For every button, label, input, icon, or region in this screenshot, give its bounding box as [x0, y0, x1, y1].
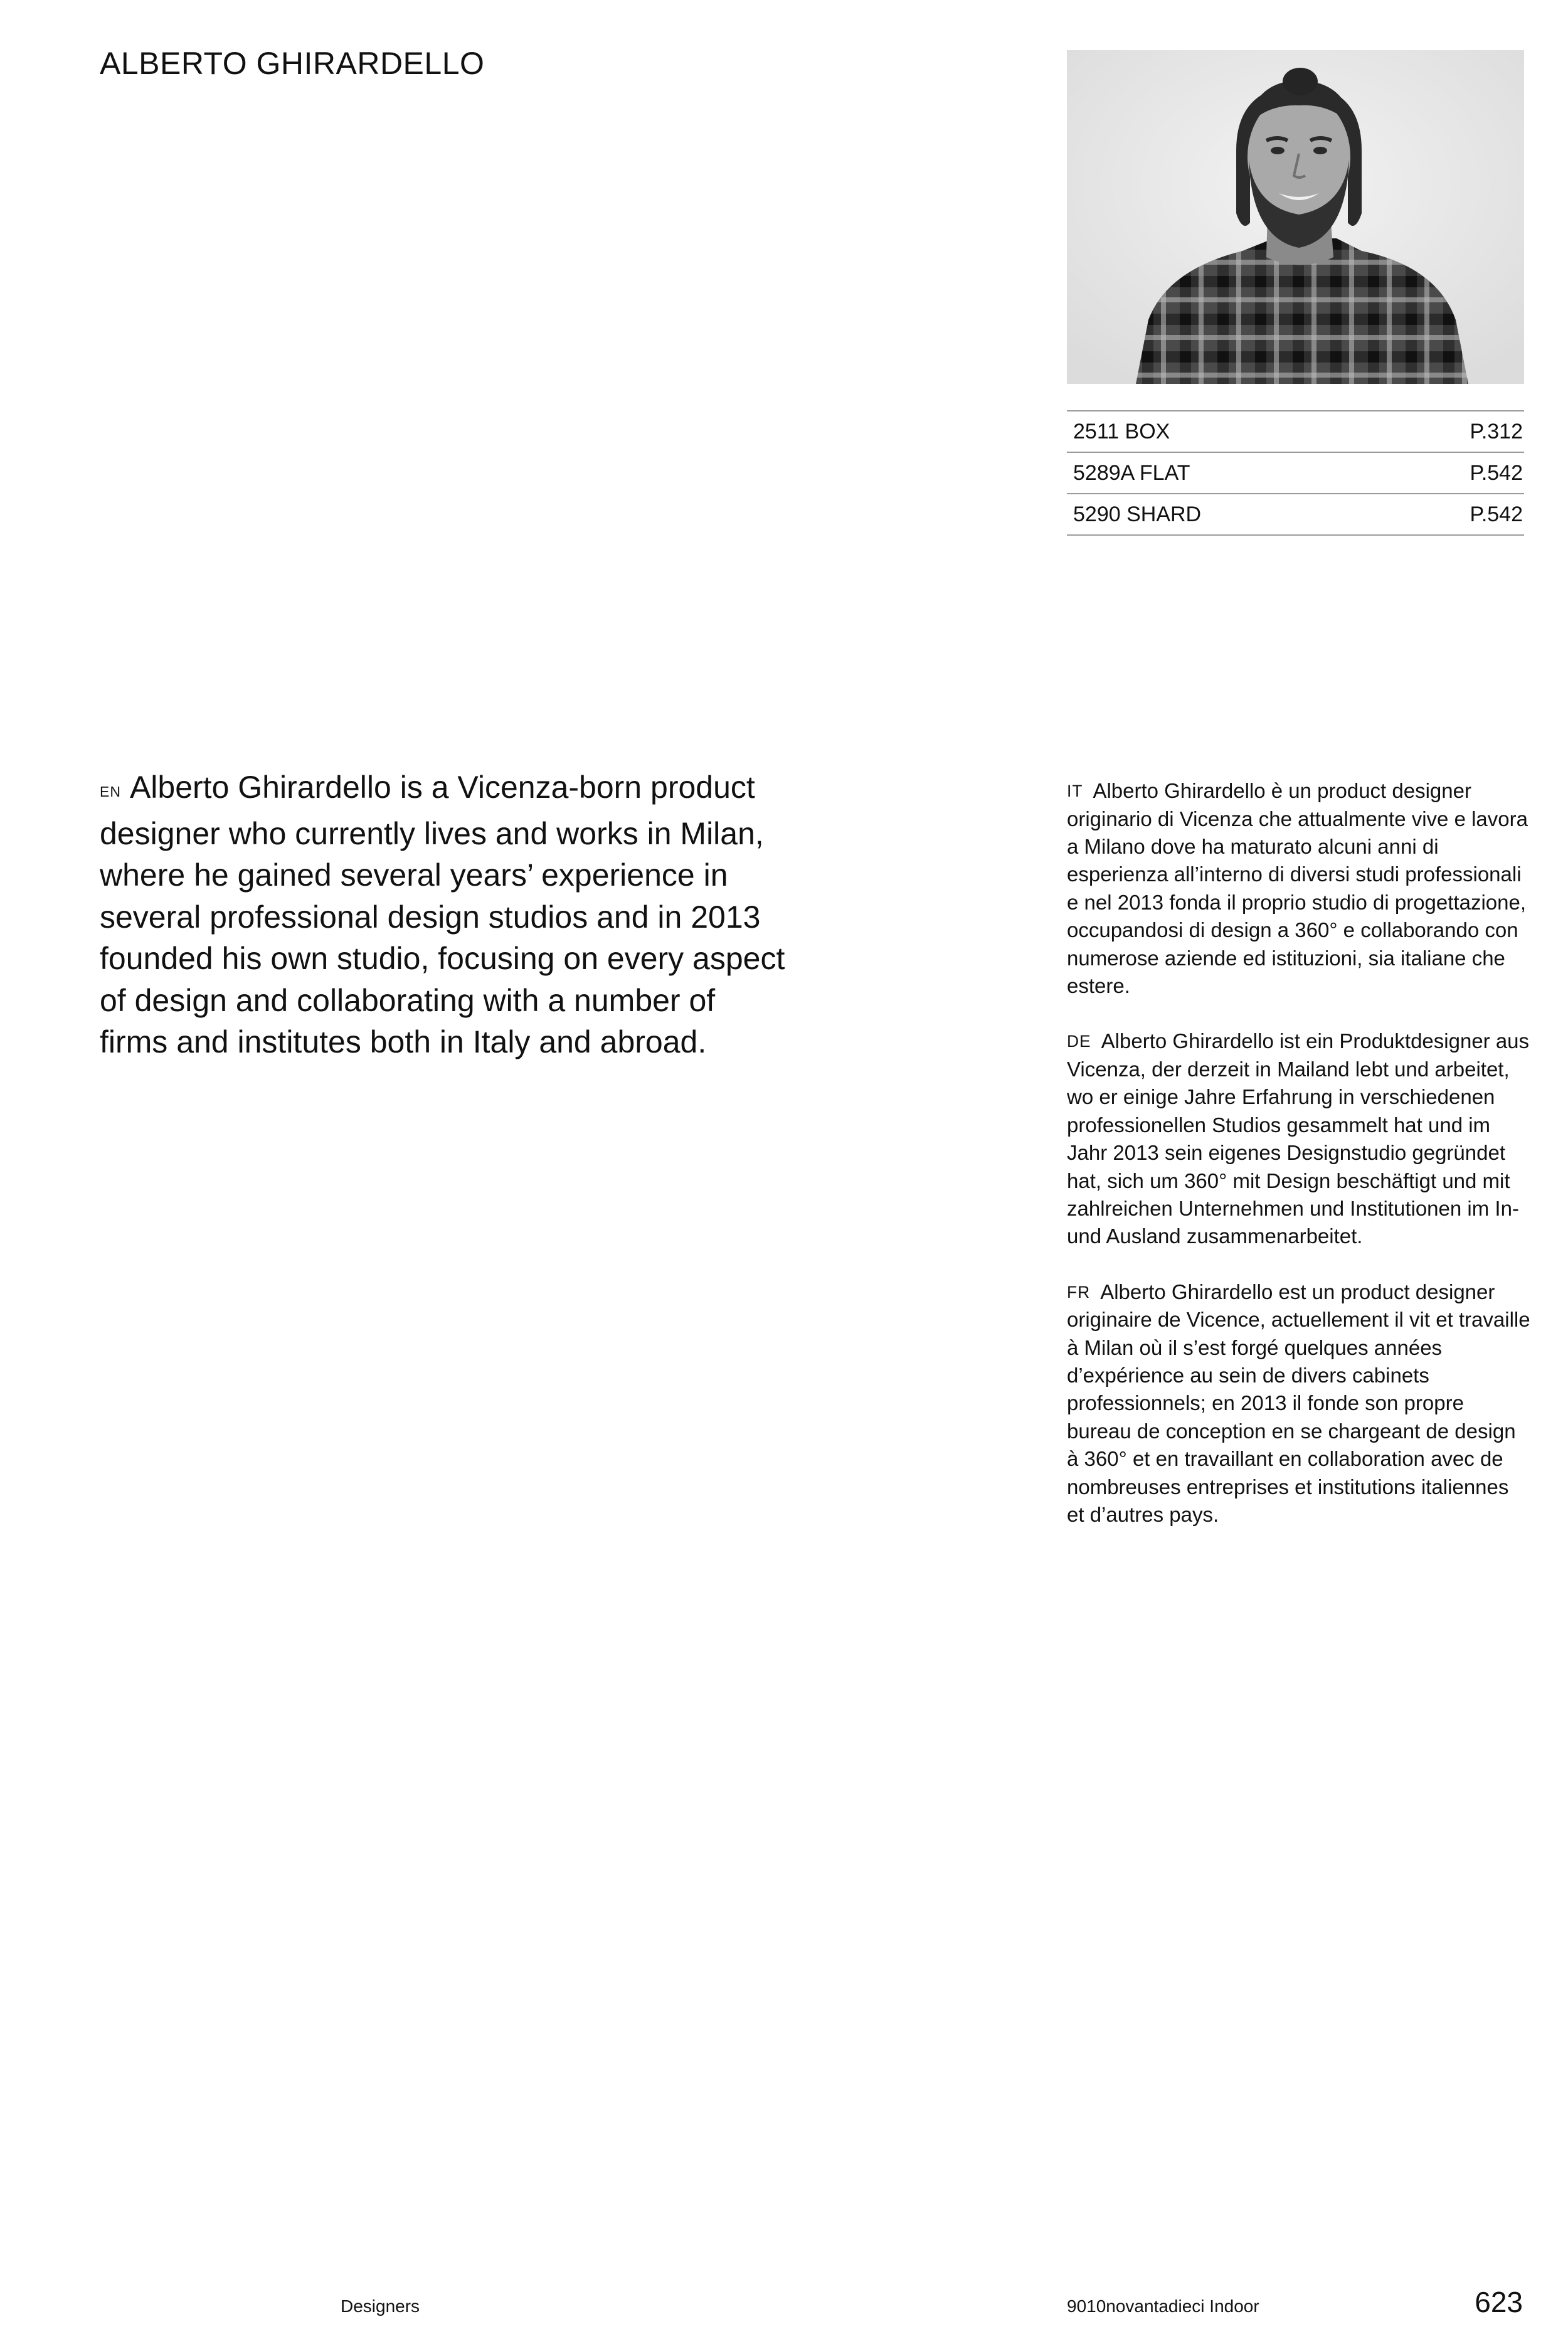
bio-german-text: Alberto Ghirardello ist ein Produktdesigner aus Vicenza, der derzeit in Mailand lebt und arbeitet, wo er einige Jahre Erfahrung in verschiedenen professionellen Studios gesammelt hat und im Jahr 2013 sein eigenes Designstudio gegründet hat, sich um 360° mit Design beschäftigt und mit zahlreichen Unternehmen und Institutionen im In- und Ausland zusammenarbeitet.: [1067, 1029, 1530, 1248]
portrait-photo: [1067, 50, 1524, 384]
designer-name: ALBERTO GHIRARDELLO: [100, 46, 485, 81]
product-row[interactable]: [1067, 453, 1524, 494]
bio-english: [100, 767, 790, 1063]
product-name: 2511 BOX: [1073, 419, 1170, 443]
bio-german: [1067, 1027, 1531, 1250]
bio-italian: [1067, 777, 1531, 1000]
product-page: P.312: [1470, 419, 1523, 443]
designer-portrait: [1067, 50, 1524, 384]
footer-section: Designers: [341, 2296, 420, 2316]
product-name: 5289A FLAT: [1073, 460, 1190, 485]
language-tag-en: EN: [100, 783, 121, 800]
bio-english-text: Alberto Ghirardello is a Vicenza-born product designer who currently lives and works in Milan, where he gained several years’ experience in several professional design studios and in 2013 founded his own studio, focusing on every aspect of design and collaborating with a number of firms and institutes both in Italy and abroad.: [100, 770, 785, 1060]
page-number: 623: [1475, 2286, 1523, 2318]
product-row[interactable]: [1067, 411, 1524, 453]
bio-french: [1067, 1278, 1531, 1529]
language-tag-it: IT: [1067, 782, 1083, 800]
product-page: P.542: [1470, 502, 1523, 526]
language-tag-de: DE: [1067, 1032, 1091, 1051]
footer-catalog: 9010novantadieci Indoor: [1067, 2296, 1259, 2316]
bio-italian-text: Alberto Ghirardello è un product designer originario di Vicenza che attualmente vive e lavora a Milano dove ha maturato alcuni anni di esperienza all’interno di diversi studi professionali e nel 2013 fonda il proprio studio di progettazione, occupandosi di design a 360° e collaborando con numerose aziende ed istituzioni, sia italiane che estere.: [1067, 779, 1528, 997]
bio-translations: [1067, 777, 1531, 1556]
product-page: P.542: [1470, 460, 1523, 485]
product-row[interactable]: [1067, 494, 1524, 536]
product-list: [1067, 410, 1524, 536]
bio-french-text: Alberto Ghirardello est un product designer originaire de Vicence, actuellement il vit et travaille à Milan où il s’est forgé quelques années d’expérience au sein de divers cabinets professionnels; en 2013 il fonde son propre bureau de conception en se chargeant de design à 360° et en travaillant en collaboration avec de nombreuses entreprises et institutions italiennes et d’autres pays.: [1067, 1280, 1530, 1527]
language-tag-fr: FR: [1067, 1282, 1091, 1302]
product-name: 5290 SHARD: [1073, 502, 1202, 526]
